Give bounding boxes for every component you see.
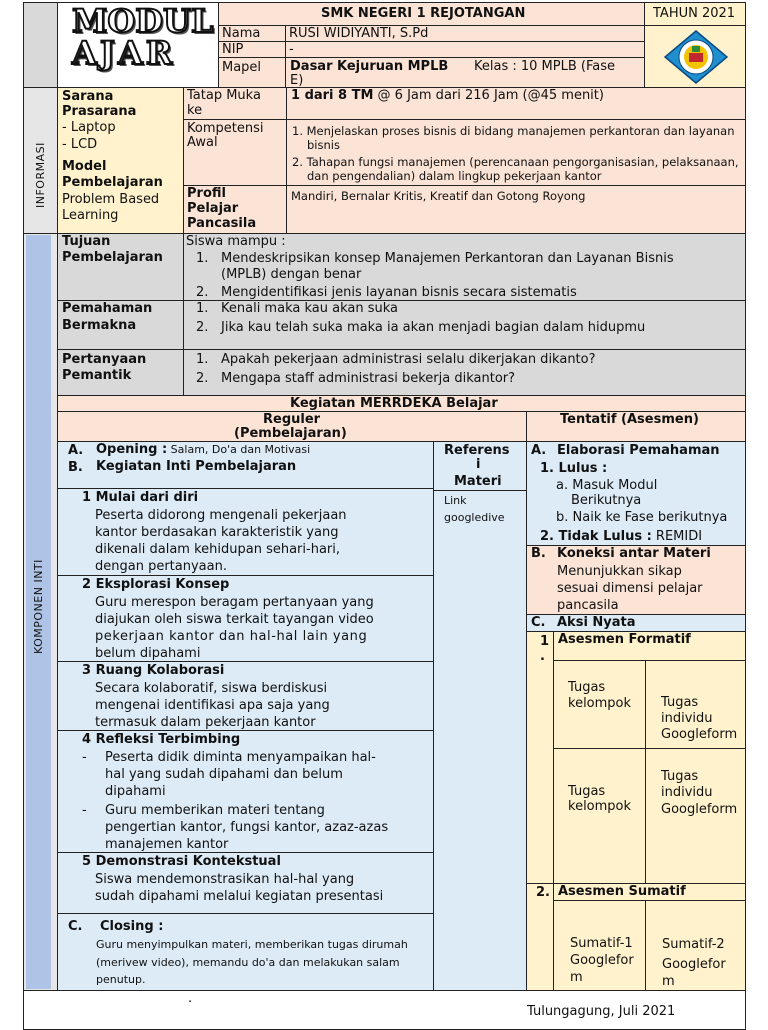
- formatif-1-left: [553, 660, 646, 749]
- nama-label-cell: [218, 25, 286, 42]
- pemahaman-num-1: 1.: [196, 301, 209, 316]
- kompetensi-value-cell: [286, 119, 746, 186]
- tujuan-num-2: 2.: [196, 285, 209, 300]
- tatap-value: [291, 88, 604, 104]
- step-5-cell: [57, 852, 434, 914]
- sumatif-right-line-3: m: [662, 974, 675, 989]
- aksi-letter: C.: [531, 615, 546, 630]
- tidak-lulus-value: REMIDI: [651, 529, 703, 544]
- profil-label-2: Pelajar: [187, 201, 239, 216]
- closing-line-3: penutup.: [96, 973, 146, 986]
- opening-letter: A.: [68, 443, 84, 458]
- koneksi-line-3: pancasila: [557, 598, 619, 613]
- referensi-label-2: i: [476, 457, 481, 472]
- logo-line-1: MODUL: [72, 2, 214, 40]
- formatif-2-left: [553, 748, 646, 884]
- opening-cell: [57, 441, 434, 489]
- step-3-line-3: termasuk dalam pekerjaan kantor: [95, 715, 316, 730]
- tatap-value-cell: [286, 87, 746, 120]
- inti-letter: B.: [68, 460, 83, 475]
- formatif-2-left-line-2: kelompok: [568, 799, 632, 814]
- koneksi-cell: [526, 545, 746, 615]
- kelas-value: Kelas : 10 MPLB (Fase: [474, 59, 615, 74]
- mapel-value: Dasar Kejuruan MPLB: [290, 59, 449, 74]
- step-5-title: 5 Demonstrasi Kontekstual: [82, 854, 281, 869]
- formatif-1-right-line-1: Tugas: [661, 695, 699, 710]
- closing-label: Closing :: [100, 919, 164, 934]
- sarana-item-laptop: - Laptop: [62, 120, 116, 135]
- formatif-label: Asesmen Formatif: [558, 632, 691, 647]
- formatif-1-right-line-2: individu: [661, 711, 713, 726]
- pertanyaan-label-1: Pertanyaan: [62, 352, 147, 367]
- sarana-cell: [57, 87, 184, 234]
- referensi-divider: [434, 490, 527, 491]
- sumatif-right-line-1: Sumatif-2: [662, 937, 725, 952]
- formatif-num-1: 1: [540, 634, 550, 649]
- kelas-value-2: E): [290, 73, 304, 88]
- nip-label: NIP: [222, 42, 244, 57]
- pemahaman-label-2: Bermakna: [62, 318, 137, 333]
- footer-dot: .: [188, 991, 193, 1006]
- year-label: TAHUN 2021: [653, 6, 736, 21]
- closing-line-1: Guru menyimpulkan materi, memberikan tugas dirumah: [96, 938, 408, 951]
- referensi-column: [433, 441, 527, 991]
- link-label-2: googledive: [444, 511, 505, 524]
- step-2-cell: [57, 575, 434, 662]
- sumatif-right: [645, 900, 746, 991]
- elaborasi-cell: [526, 441, 746, 546]
- kompetensi-label-2: Awal: [187, 135, 218, 150]
- kompetensi-item-2: 2. Tahapan fungsi manajemen (perencanaan pengorganisasian, pelaksanaan,: [292, 155, 739, 169]
- formatif-num-2: .: [540, 649, 545, 664]
- formatif-2-right-line-3: Googleform: [661, 802, 738, 817]
- step-4-line-5: pengertian kantor, fungsi kantor, azaz-azas: [105, 820, 389, 835]
- sumatif-label-cell: [553, 883, 746, 901]
- mapel-value-cell: [285, 57, 645, 88]
- nip-label-cell: [218, 41, 286, 58]
- pemahaman-label-1: Pemahaman: [62, 301, 153, 316]
- tidak-lulus-label: 2. Tidak Lulus :: [540, 529, 652, 544]
- closing-cell: [57, 913, 434, 991]
- koneksi-letter: B.: [531, 546, 546, 561]
- tujuan-intro: Siswa mampu :: [186, 234, 286, 249]
- formatif-label-cell: [553, 631, 746, 661]
- koneksi-line-2: sesuai dimensi pelajar: [557, 581, 703, 596]
- referensi-label-3: Materi: [454, 474, 502, 489]
- formatif-1-left-line-1: Tugas: [568, 680, 606, 695]
- informasi-side-label: INFORMASI: [34, 142, 47, 208]
- tujuan-item-2: Mengidentifikasi jenis layanan bisnis secara sistematis: [221, 285, 577, 300]
- sumatif-left: [553, 900, 646, 991]
- referensi-label-1: Referens: [444, 443, 510, 458]
- kompetensi-item-2-cont: dan pengendalian) dalam lingkup pekerjaan kantor: [307, 169, 602, 183]
- lulus-option-a: a. Masuk Modul: [556, 478, 658, 493]
- profil-label-cell: [183, 185, 287, 234]
- kegiatan-title: Kegiatan MERRDEKA Belajar: [290, 396, 498, 411]
- komponen-side-outer: [23, 233, 58, 991]
- step-1-line-2: kantor berdasakan karakteristik yang: [95, 525, 339, 540]
- step-4-line-4: Guru memberikan materi tentang: [105, 803, 325, 818]
- kompetensi-item-1-cont: bisnis: [307, 138, 340, 152]
- step-2-line-4: belum dipahami: [95, 646, 201, 661]
- sarana-item-lcd: - LCD: [62, 137, 98, 152]
- step-3-title: 3 Ruang Kolaborasi: [82, 663, 225, 678]
- formatif-1-right-line-3: Googleform: [661, 727, 738, 742]
- tentatif-label: Tentatif (Asesmen): [560, 412, 699, 427]
- sumatif-left-line-3: m: [570, 970, 583, 985]
- year-cell: [644, 2, 746, 26]
- tujuan-label-2: Pembelajaran: [62, 250, 163, 265]
- step-4-cell: [57, 730, 434, 853]
- tujuan-label-cell: [57, 233, 184, 301]
- step-5-line-2: sudah dipahami melalui kegiatan presentasi: [95, 889, 384, 904]
- logo-cell: [57, 2, 219, 88]
- tentatif-header-cell: [526, 411, 746, 442]
- sarana-title-1: Sarana: [62, 89, 114, 104]
- step-4-line-1: Peserta didik diminta menyampaikan hal-: [105, 750, 376, 765]
- tatap-value-rest: @ 6 Jam dari 216 Jam (@45 menit): [373, 88, 604, 103]
- sumatif-left-line-1: Sumatif-1: [570, 936, 633, 951]
- step-4-line-2: hal yang sudah dipahami dan belum: [105, 767, 343, 782]
- pemahaman-label-cell: [57, 300, 184, 350]
- step-1-line-4: dengan pertanyaan.: [95, 559, 227, 574]
- sumatif-num: 2.: [536, 885, 550, 900]
- sumatif-label: Asesmen Sumatif: [558, 884, 686, 899]
- step-1-line-1: Peserta didorong mengenali pekerjaan: [95, 508, 347, 523]
- closing-letter: C.: [68, 919, 83, 934]
- step-3-cell: [57, 661, 434, 731]
- step-4-dash-2: -: [82, 803, 87, 818]
- formatif-2-left-line-1: Tugas: [568, 784, 606, 799]
- opening-value: Salam, Do'a dan Motivasi: [167, 443, 311, 456]
- koneksi-line-1: Menunjukkan sikap: [557, 564, 682, 579]
- sumatif-right-line-2: Googlefor: [662, 957, 726, 972]
- school-name: SMK NEGERI 1 REJOTANGAN: [321, 6, 526, 21]
- step-2-line-3: pekerjaan kantor dan hal-hal lain yang: [95, 629, 368, 644]
- step-2-line-2: diajukan oleh siswa terkait tayangan video: [95, 612, 374, 627]
- kompetensi-item-1: 1. Menjelaskan proses bisnis di bidang manajemen perkantoran dan layanan: [292, 124, 735, 138]
- step-1-line-3: dikenali dalam kehidupan sehari-hari,: [95, 542, 340, 557]
- pemahaman-num-2: 2.: [196, 320, 209, 335]
- footer-cell: [23, 990, 746, 1030]
- model-value-1: Problem Based: [62, 192, 160, 207]
- model-title-2: Pembelajaran: [62, 175, 163, 190]
- formatif-1-left-line-2: kelompok: [568, 696, 632, 711]
- pertanyaan-value-cell: [183, 349, 746, 396]
- logo-modul-ajar: [66, 2, 214, 72]
- school-cell: [218, 2, 645, 26]
- opening-label: Opening :: [96, 442, 168, 457]
- logo-line-2: AJAR: [72, 34, 176, 72]
- lulus-option-a-cont: Berikutnya: [571, 493, 642, 508]
- profil-label-3: Pancasila: [187, 216, 257, 231]
- nip-value: -: [289, 42, 294, 57]
- model-value-2: Learning: [62, 208, 119, 223]
- step-4-dash-1: -: [82, 750, 87, 765]
- step-3-line-2: mengenai identifikasi apa saja yang: [95, 698, 330, 713]
- kegiatan-title-cell: [57, 395, 746, 412]
- pemahaman-item-1: Kenali maka kau akan suka: [221, 301, 398, 316]
- aksi-cell: [526, 614, 746, 632]
- nip-value-cell: [285, 41, 645, 58]
- kompetensi-label-1: Kompetensi: [187, 121, 264, 136]
- lulus-label: 1. Lulus :: [540, 461, 608, 476]
- profil-label-1: Profil: [187, 186, 226, 201]
- step-3-line-1: Secara kolaboratif, siswa berdiskusi: [95, 681, 328, 696]
- step-4-line-6: manajemen kantor: [105, 837, 229, 852]
- header-side-cell: [23, 2, 58, 88]
- sarana-title-2: Prasarana: [62, 104, 137, 119]
- link-label-1: Link: [444, 494, 467, 507]
- tujuan-label-1: Tujuan: [62, 234, 111, 249]
- step-5-line-1: Siswa mendemonstrasikan hal-hal yang: [95, 872, 355, 887]
- nama-value-cell: [285, 25, 645, 42]
- tujuan-value-cell: [183, 233, 746, 301]
- opening-line: [96, 442, 310, 458]
- inti-label: Kegiatan Inti Pembelajaran: [96, 459, 297, 474]
- formatif-num-cell: [526, 631, 554, 884]
- tidak-lulus: [540, 529, 702, 545]
- reguler-label-1: Reguler: [263, 412, 321, 427]
- kompetensi-label-cell: [183, 119, 287, 186]
- sumatif-num-cell: [526, 883, 554, 991]
- elaborasi-label: Elaborasi Pemahaman: [557, 443, 720, 458]
- nama-value: RUSI WIDIYANTI, S.Pd: [289, 26, 429, 41]
- formatif-2-right-line-1: Tugas: [661, 769, 699, 784]
- tujuan-item-1-cont: (MPLB) dengan benar: [221, 267, 362, 282]
- pemahaman-item-2: Jika kau telah suka maka ia akan menjadi bagian dalam hidupmu: [221, 320, 646, 335]
- step-4-line-3: dipahami: [105, 784, 166, 799]
- mapel-label-cell: [218, 57, 286, 88]
- pertanyaan-item-2: Mengapa staff administrasi bekerja dikantor?: [221, 371, 516, 386]
- school-logo-cell: [644, 25, 746, 88]
- pertanyaan-num-1: 1.: [196, 352, 209, 367]
- tatap-label-cell: [183, 87, 287, 120]
- reguler-header-cell: [57, 411, 527, 442]
- step-1-title: 1 Mulai dari diri: [82, 490, 199, 505]
- formatif-2-right-line-2: individu: [661, 785, 713, 800]
- model-title-1: Model: [62, 159, 107, 174]
- lulus-option-b: b. Naik ke Fase berikutnya: [556, 510, 728, 525]
- pertanyaan-label-cell: [57, 349, 184, 396]
- pemahaman-value-cell: [183, 300, 746, 350]
- profil-value: Mandiri, Bernalar Kritis, Kreatif dan Gotong Royong: [291, 189, 586, 203]
- pertanyaan-item-1: Apakah pekerjaan administrasi selalu dikerjakan dikanto?: [221, 352, 596, 367]
- step-4-title: 4 Refleksi Terbimbing: [82, 732, 241, 747]
- closing-line-2: (merivew video), memandu do'a dan melakukan salam: [96, 956, 400, 969]
- mapel-label: Mapel: [222, 60, 262, 75]
- tatap-label-1: Tatap Muka: [187, 88, 261, 103]
- pertanyaan-num-2: 2.: [196, 371, 209, 386]
- profil-value-cell: [286, 185, 746, 234]
- aksi-label: Aksi Nyata: [557, 615, 636, 630]
- school-emblem-icon: [661, 29, 731, 85]
- step-2-line-1: Guru merespon beragam pertanyaan yang: [95, 595, 374, 610]
- informasi-side: [23, 87, 58, 234]
- tujuan-item-1: Mendeskripsikan konsep Manajemen Perkantoran dan Layanan Bisnis: [221, 251, 674, 266]
- koneksi-label: Koneksi antar Materi: [557, 546, 711, 561]
- nama-label: Nama: [222, 26, 261, 41]
- sumatif-left-line-2: Googlefor: [570, 953, 634, 968]
- formatif-2-right: [645, 748, 746, 884]
- reguler-label-2: (Pembelajaran): [234, 426, 347, 441]
- step-1-cell: [57, 488, 434, 576]
- elaborasi-letter: A.: [531, 443, 547, 458]
- step-2-title: 2 Eksplorasi Konsep: [82, 577, 230, 592]
- tujuan-num-1: 1.: [196, 251, 209, 266]
- footer-place-date: Tulungagung, Juli 2021: [527, 1004, 676, 1019]
- formatif-1-right: [645, 660, 746, 749]
- komponen-side-label: KOMPONEN INTI: [32, 559, 45, 654]
- tatap-label-2: ke: [187, 103, 203, 118]
- pertanyaan-label-2: Pemantik: [62, 368, 132, 383]
- tatap-value-bold: 1 dari 8 TM: [291, 88, 374, 103]
